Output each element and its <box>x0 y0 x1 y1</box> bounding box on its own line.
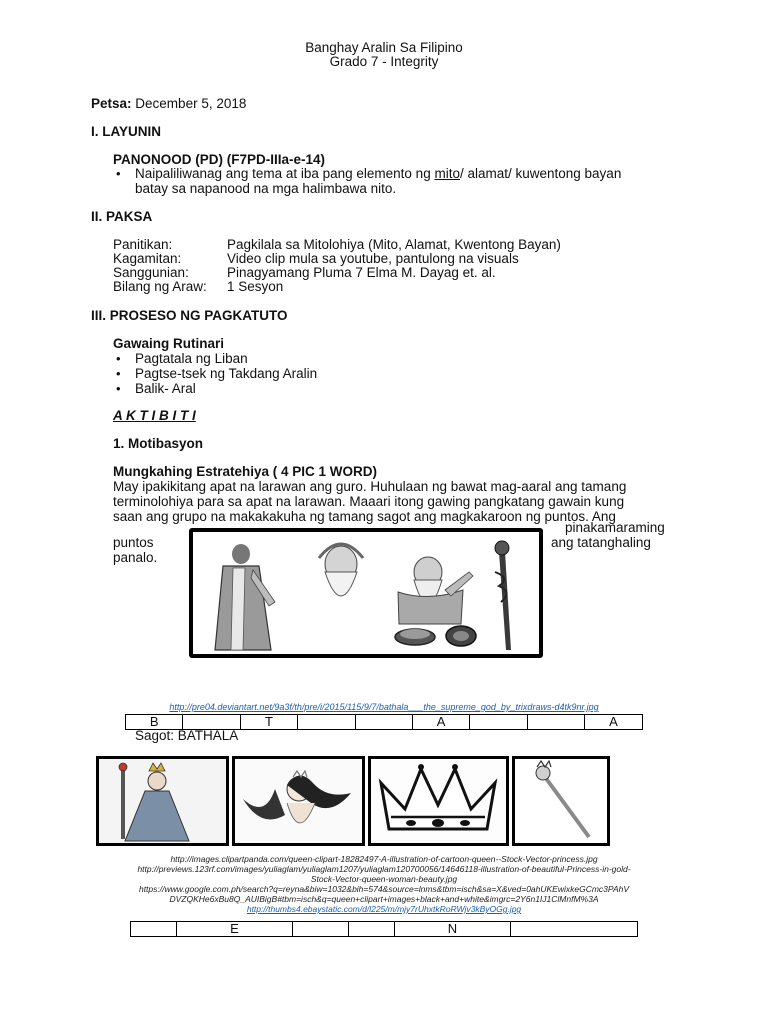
activity2-source: http://images.clipartpanda.com/queen-clipart-18282497-A-illustration-of-cartoon-queen--Stock-Vector-princess.jpg <box>170 854 598 864</box>
princess-icon <box>235 759 362 843</box>
strategy-line: May ipakikitang apat na larawan ang guro. Huhulaan ng bawat mag-aaral ang tamang <box>113 479 627 494</box>
layunin-bullet-line1 <box>135 166 621 181</box>
letter-box[interactable] <box>131 922 177 937</box>
layunin-text-post: / alamat/ kuwentong bayan <box>459 166 622 181</box>
paksa-label: Kagamitan: <box>113 251 182 266</box>
activity1-answer: Sagot: BATHALA <box>135 728 239 743</box>
routine-item: Balik- Aral <box>135 381 196 396</box>
layunin-heading: I. LAYUNIN <box>91 124 162 139</box>
strategy-wrap-text: ang tatanghaling <box>551 535 651 550</box>
robed-god-icon <box>215 544 275 650</box>
layunin-text-underlined: mito <box>434 166 460 181</box>
document-title: Banghay Aralin Sa Filipino <box>305 40 463 55</box>
crown-icon <box>371 759 506 843</box>
queen-icon <box>99 759 226 843</box>
strategy-heading: Mungkahing Estratehiya ( 4 PIC 1 WORD) <box>113 464 378 479</box>
letter-box[interactable]: N <box>394 922 511 937</box>
bullet-icon: • <box>116 381 121 396</box>
crown-image <box>368 756 509 846</box>
letter-box[interactable] <box>470 715 527 730</box>
letter-box[interactable] <box>293 922 349 937</box>
paksa-label: Bilang ng Araw: <box>113 279 207 294</box>
paksa-value: Video clip mula sa youtube, pantulong na visuals <box>227 251 519 266</box>
letter-box[interactable] <box>349 922 395 937</box>
routine-item: Pagtse-tsek ng Takdang Aralin <box>135 366 318 381</box>
layunin-text-pre: Naipaliliwanag ang tema at iba pang elemento ng <box>135 166 435 181</box>
routine-item: Pagtatala ng Liban <box>135 351 248 366</box>
layunin-code: PANONOOD (PD) (F7PD-IIIa-e-14) <box>113 152 326 167</box>
letter-box[interactable] <box>527 715 584 730</box>
paksa-label: Panitikan: <box>113 237 173 252</box>
bearded-elder-icon <box>319 544 473 624</box>
letter-box[interactable]: T <box>240 715 297 730</box>
letter-box[interactable] <box>298 715 355 730</box>
date-value: December 5, 2018 <box>135 96 247 111</box>
document-subtitle: Grado 7 - Integrity <box>329 54 439 69</box>
letter-box[interactable] <box>355 715 412 730</box>
strategy-line: saan ang grupo na makakakuha ng tamang sagot ang magkakaroon ng puntos. Ang <box>113 509 616 524</box>
paksa-heading: II. PAKSA <box>91 209 153 224</box>
letter-box[interactable]: B <box>126 715 183 730</box>
letter-box[interactable]: A <box>585 715 643 730</box>
routine-heading: Gawaing Rutinari <box>113 336 225 351</box>
motibasyon-heading: 1. Motibasyon <box>113 436 204 451</box>
proseso-heading: III. PROSESO NG PAGKATUTO <box>91 308 288 323</box>
strategy-wrap-text: puntos <box>113 535 154 550</box>
scepter-icon <box>515 759 607 843</box>
bracelet-icon <box>395 626 476 646</box>
date-label: Petsa: <box>91 96 132 111</box>
activity2-letter-grid <box>130 921 638 937</box>
bathala-image-frame <box>189 528 543 658</box>
strategy-wrap-text: pinakamaraming <box>565 520 665 535</box>
letter-box[interactable] <box>511 922 638 937</box>
bullet-icon: • <box>116 351 121 366</box>
paksa-value: Pinagyamang Pluma 7 Elma M. Dayag et. al. <box>227 265 496 280</box>
paksa-value: 1 Sesyon <box>227 279 284 294</box>
strategy-wrap-text: panalo. <box>113 550 158 565</box>
paksa-label: Sanggunian: <box>113 265 189 280</box>
layunin-bullet-line2: batay sa napanood na mga halimbawa nito. <box>135 181 397 196</box>
activity2-source: Stock-Vector-queen-woman-beauty.jpg <box>310 874 458 884</box>
letter-box[interactable]: A <box>412 715 469 730</box>
queen-image <box>96 756 229 846</box>
activity2-source: https://www.google.com.ph/search?q=reyna&biw=1032&bih=574&source=lnms&tbm=isch&sa=X&ved=0ahUKEwixkeGCmc3PAhV <box>138 884 630 894</box>
strategy-line: terminolohiya para sa apat na larawan. Maaari itong gawing pangkatang gawain kung <box>113 494 625 509</box>
date-line <box>91 96 246 111</box>
bullet-icon: • <box>116 166 121 181</box>
letter-box[interactable]: E <box>176 922 293 937</box>
princess-image <box>232 756 365 846</box>
paksa-value: Pagkilala sa Mitolohiya (Mito, Alamat, Kwentong Bayan) <box>227 237 561 252</box>
bullet-icon: • <box>116 366 121 381</box>
bathala-collage <box>193 532 539 654</box>
activity2-source: DVZQKHe6xBu8Q_AUIBigB#tbm=isch&q=queen+clipart+images+black+and+white&imgrc=2Y6n1IJ1ClMnfM%3A <box>169 894 599 904</box>
activity2-link[interactable]: http://thumbs4.ebaystatic.com/d/l225/m/mjy7rUhxtkRoRWjv3kByOGg.jpg <box>246 904 522 914</box>
staff-icon <box>495 541 511 650</box>
activity1-image-url[interactable]: http://pre04.deviantart.net/9a3f/th/pre/i/2015/115/9/7/bathala___the_supreme_god_by_trixdraws-d4tk9nr.jpg <box>169 702 599 712</box>
activity2-source: http://previews.123rf.com/images/yuliaglam/yuliaglam1207/yuliaglam120700056/14646118-illustration-of-beautiful-Princess-in-gold- <box>137 864 631 874</box>
aktibiti-heading: A K T I B I T I <box>113 408 196 423</box>
scepter-image <box>512 756 610 846</box>
